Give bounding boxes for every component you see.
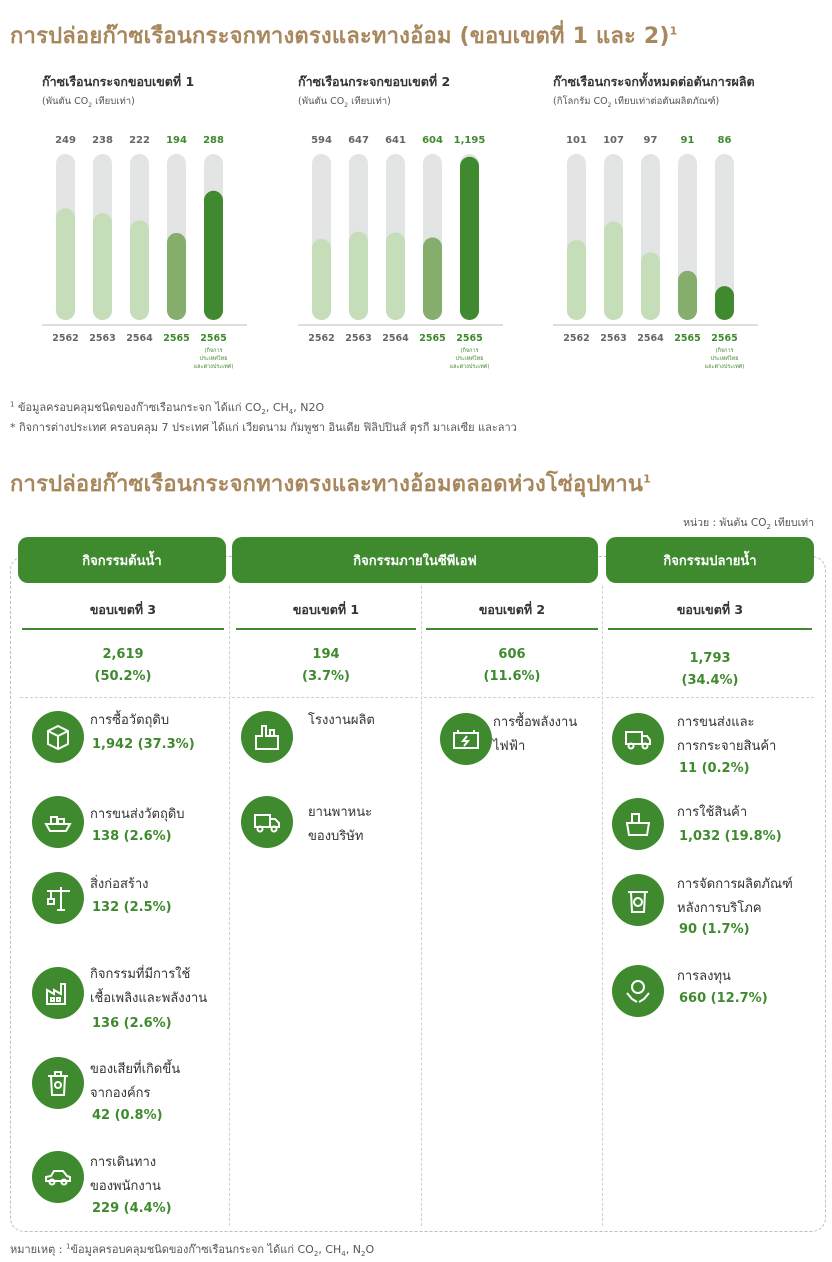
tick-label: 2564 (637, 333, 664, 344)
activity-label: ยานพาหนะ ของบริษัท (308, 805, 373, 844)
chart-title: ก๊าซเรือนกระจกขอบเขตที่ 1 (42, 74, 195, 89)
scope-label-upstream: ขอบเขตที่ 3 (89, 602, 157, 617)
footnote-countries: * กิจการต่างประเทศ ครอบคลุม 7 ประเทศ ได้แก่ เวียดนาม กัมพูชา อินเดีย ฟิลิปปินส์ ตุรกี มาเลเซีย และลาว (10, 421, 517, 434)
activity-label: การเดินทาง ของพนักงาน (90, 1155, 161, 1194)
activity-label: การลงทุน (677, 969, 731, 984)
bar (715, 286, 734, 320)
category-note: (กิจการประเทศไทยและต่างประเทศ) (449, 348, 490, 370)
total-downstream: 1,793 (34.4%) (681, 651, 739, 688)
chart-subtitle: (กิโลกรัม $CO_2$ เทียบเท่าต่อตันผลิตภัณฑ์) (553, 96, 720, 109)
activity-label: การขนส่งและ การกระจายสินค้า (677, 715, 777, 754)
data-label: 641 (385, 135, 406, 146)
factory-fuel-icon (32, 967, 84, 1019)
row-divider (232, 697, 418, 698)
bar (204, 191, 223, 320)
bar (678, 271, 697, 320)
activity-value: 132 (2.5%) (92, 900, 172, 915)
data-label: 101 (566, 135, 587, 146)
activity-value: 1,942 (37.3%) (92, 737, 195, 752)
tick-label: 2565 (456, 333, 483, 344)
ship-icon (32, 796, 84, 848)
tick-label: 2564 (382, 333, 409, 344)
data-label: 107 (603, 135, 624, 146)
activity-value: 660 (12.7%) (679, 991, 768, 1006)
tick-label: 2562 (308, 333, 335, 344)
tick-label: 2565 (200, 333, 227, 344)
activity-label: ของเสียที่เกิดขึ้น จากองค์กร (90, 1062, 181, 1101)
bar (56, 208, 75, 320)
data-label: 97 (643, 135, 658, 146)
recycle-bin-icon (612, 874, 664, 926)
truck-icon (241, 796, 293, 848)
battery-icon (440, 713, 492, 765)
activity-label: การจัดการผลิตภัณฑ์ หลังการบริโภค (677, 877, 793, 916)
activity-label: การซื้อวัตถุดิบ (90, 713, 170, 728)
row-divider (424, 697, 600, 698)
row-divider (606, 697, 814, 698)
bar-chart-svg (42, 120, 247, 395)
bar (567, 240, 586, 320)
bar (641, 252, 660, 320)
food-pack-icon (612, 798, 664, 850)
tick-label: 2564 (126, 333, 153, 344)
tick-label: 2565 (163, 333, 190, 344)
bar-chart-svg (298, 120, 503, 395)
category-downstream: กิจกรรมปลายน้ำ (606, 537, 814, 583)
bar (460, 157, 479, 320)
scope-label-2: ขอบเขตที่ 2 (478, 602, 546, 617)
chart-scope1 (42, 72, 292, 392)
chart-intensity (553, 72, 803, 392)
data-label: 91 (680, 135, 695, 146)
tick-label: 2565 (711, 333, 738, 344)
bar (423, 237, 442, 320)
bar (604, 222, 623, 320)
total-scope1: 194 (3.7%) (302, 647, 350, 684)
tick-label: 2563 (89, 333, 116, 344)
category-note: (กิจการประเทศไทยและต่างประเทศ) (193, 348, 234, 370)
scope-underline (236, 628, 416, 630)
activity-label: การซื้อพลังงาน ไฟฟ้า (493, 715, 578, 754)
activity-value: 90 (1.7%) (679, 922, 750, 937)
activity-value: 42 (0.8%) (92, 1108, 163, 1123)
delivery-truck-icon (612, 713, 664, 765)
activity-label: การใช้สินค้า (677, 805, 748, 820)
bottom-note: หมายเหตุ : $^1$ข้อมูลครอบคลุมชนิดของก๊าซเรือนกระจก ได้แก่ $CO_2$, $CH_4$, $N_2O$ (10, 1242, 375, 1259)
chart-subtitle: (พันตัน $CO_2$ เทียบเท่า) (298, 96, 391, 109)
bar-chart-svg (553, 120, 758, 395)
activity-value: 138 (2.6%) (92, 829, 172, 844)
total-scope2: 606 (11.6%) (483, 647, 541, 684)
investment-icon (612, 965, 664, 1017)
chart-subtitle: (พันตัน $CO_2$ เทียบเท่า) (42, 96, 135, 109)
factory-icon (241, 711, 293, 763)
data-label: 604 (422, 135, 443, 146)
activity-label: สิ่งก่อสร้าง (90, 877, 149, 892)
unit-note: หน่วย : พันตัน $CO_2$ เทียบเท่า (683, 517, 814, 532)
box-icon (32, 711, 84, 763)
category-internal: กิจกรรมภายในซีพีเอฟ (232, 537, 598, 583)
data-label: 288 (203, 135, 224, 146)
data-label: 1,195 (453, 135, 486, 146)
scope-underline (426, 628, 598, 630)
tick-label: 2563 (345, 333, 372, 344)
scope-label-downstream: ขอบเขตที่ 3 (676, 602, 744, 617)
total-upstream: 2,619 (50.2%) (94, 647, 152, 684)
data-label: 194 (166, 135, 187, 146)
bar (93, 213, 112, 320)
scope-underline (608, 628, 812, 630)
crane-icon (32, 872, 84, 924)
tick-label: 2565 (419, 333, 446, 344)
tick-label: 2562 (52, 333, 79, 344)
chart-title: ก๊าซเรือนกระจกทั้งหมดต่อตันการผลิต (553, 74, 755, 89)
activity-label: การขนส่งวัตถุดิบ (90, 807, 185, 822)
category-upstream: กิจกรรมต้นน้ำ (18, 537, 226, 583)
data-label: 249 (55, 135, 76, 146)
activity-label: กิจกรรมที่มีการใช้ เชื้อเพลิงและพลังงาน (90, 967, 208, 1006)
data-label: 238 (92, 135, 113, 146)
category-note: (กิจการประเทศไทยและต่างประเทศ) (704, 348, 745, 370)
tick-label: 2565 (674, 333, 701, 344)
activity-value: 11 (0.2%) (679, 761, 750, 776)
bar (167, 233, 186, 320)
column-divider (602, 586, 603, 1226)
tick-label: 2562 (563, 333, 590, 344)
chart-title: ก๊าซเรือนกระจกขอบเขตที่ 2 (298, 74, 451, 89)
activity-value: 136 (2.6%) (92, 1016, 172, 1031)
scope-label-1: ขอบเขตที่ 1 (292, 602, 360, 617)
bar (312, 239, 331, 320)
bar (130, 220, 149, 320)
data-label: 222 (129, 135, 150, 146)
chart-scope2 (298, 72, 548, 392)
activity-label: โรงงานผลิต (308, 713, 375, 728)
column-divider (421, 586, 422, 1226)
row-divider (20, 697, 226, 698)
data-label: 86 (717, 135, 732, 146)
activity-value: 229 (4.4%) (92, 1201, 172, 1216)
section1-title: การปล่อยก๊าซเรือนกระจกทางตรงและทางอ้อม (ขอบเขตที่ 1 และ 2)$^1$ (10, 24, 678, 49)
bar (349, 232, 368, 320)
tick-label: 2563 (600, 333, 627, 344)
scope-underline (22, 628, 224, 630)
waste-bin-icon (32, 1057, 84, 1109)
footnote-gases: $^1$ ข้อมูลครอบคลุมชนิดของก๊าซเรือนกระจก ได้แก่ $CO_2$, $CH_4$, N2O (10, 400, 325, 417)
bar (386, 232, 405, 320)
car-icon (32, 1151, 84, 1203)
activity-value: 1,032 (19.8%) (679, 829, 782, 844)
data-label: 594 (311, 135, 332, 146)
section2-title: การปล่อยก๊าซเรือนกระจกทางตรงและทางอ้อมตลอดห่วงโซ่อุปทาน$^1$ (10, 472, 651, 497)
column-divider (229, 586, 230, 1226)
data-label: 647 (348, 135, 369, 146)
